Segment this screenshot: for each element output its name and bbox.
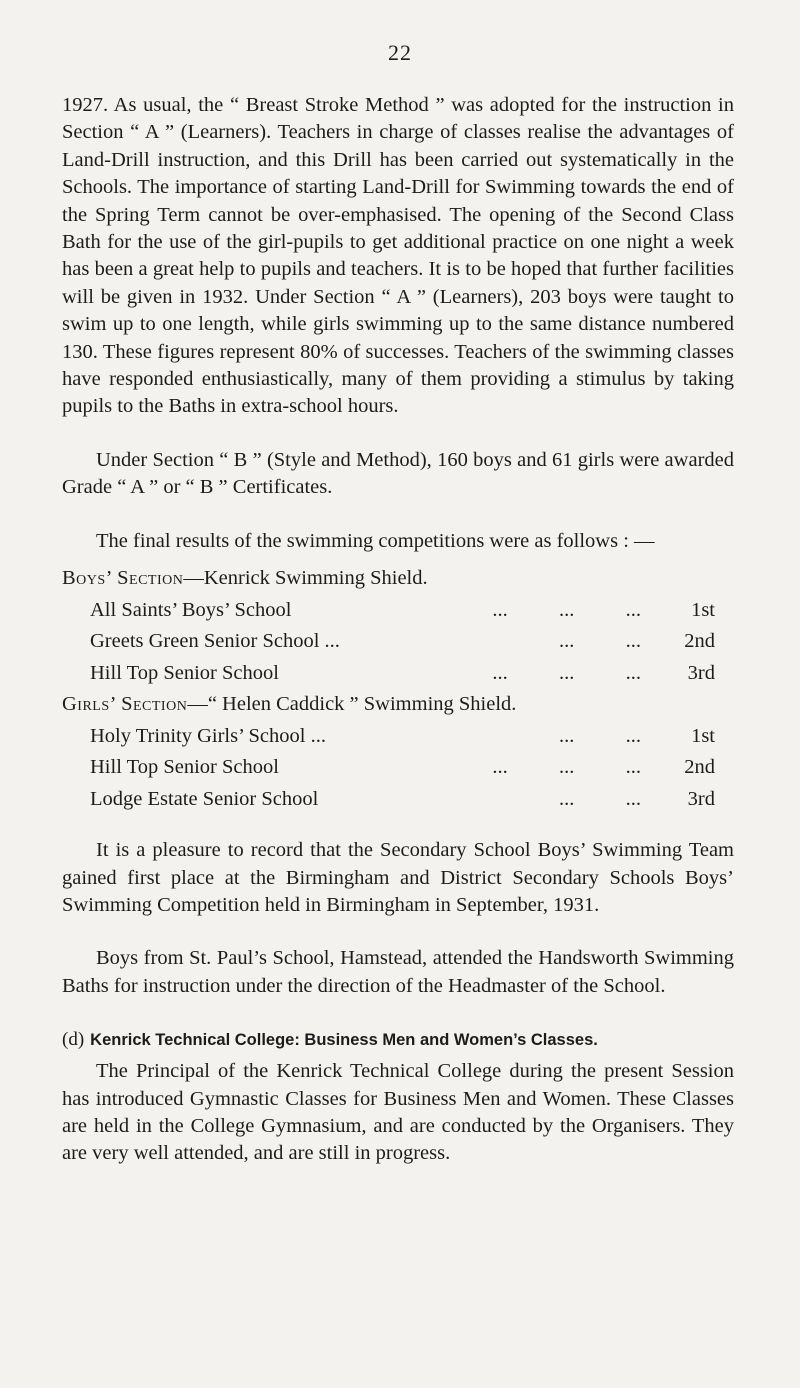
result-school: Lodge Estate Senior School bbox=[90, 787, 319, 810]
result-place: 2nd bbox=[684, 756, 715, 779]
subsection-number: (d) bbox=[62, 1029, 85, 1051]
paragraph-breast-stroke: 1927. As usual, the “ Breast Stroke Method ” was adopted for the instruction in Section “ A ” (Learners). Teachers in charge of classes realise the advantages of Land-Drill instruction, and this Drill has been carried out systematically in the Schools. The importance of starting Land-Drill for Swimming towards the end of the Spring Term cannot be over-emphasised. The opening of the Second Class Bath for the use of the girl-pupils to get additional practice on one night a week has been a great help to pupils and teachers. It is to be hoped that further facilities will be given in 1932. Under Section “ A ” (Learners), 203 boys were taught to swim up to one length, while girls swimming up to the same distance numbered 130. These figures represent 80% of successes. Teachers of the swimming classes have responded enthusiastically, many of them providing a stimulus by taking pupils to the Baths in extra-school hours. bbox=[62, 94, 734, 418]
girls-section-title: —“ Helen Caddick ” Swimming Shield. bbox=[187, 693, 517, 716]
girls-section-label: Girls’ Section bbox=[62, 693, 188, 716]
paragraph-st-pauls: Boys from St. Paul’s School, Hamstead, attended the Handsworth Swimming Baths for instruction under the direction of the Headmaster of the School. bbox=[62, 947, 734, 997]
subsection-title: Kenrick Technical College: Business Men and Women’s Classes. bbox=[90, 1031, 598, 1050]
girls-section-heading bbox=[62, 689, 734, 721]
boys-section-title: —Kenrick Swimming Shield. bbox=[183, 567, 428, 590]
result-school: Hill Top Senior School bbox=[90, 661, 279, 684]
result-row bbox=[90, 752, 715, 784]
result-place: 1st bbox=[691, 724, 715, 747]
result-school: All Saints’ Boys’ School bbox=[90, 598, 292, 621]
result-dots: ... ... ... bbox=[492, 598, 641, 621]
result-dots: ... ... bbox=[559, 724, 641, 747]
result-school: Holy Trinity Girls’ School ... bbox=[90, 724, 326, 747]
result-row bbox=[90, 784, 715, 816]
paragraph-section-b: Under Section “ B ” (Style and Method), 160 boys and 61 girls were awarded Grade “ A ” or “ B ” Certificates. bbox=[62, 448, 734, 499]
paragraph-secondary-school-team: It is a pleasure to record that the Secondary School Boys’ Swimming Team gained first place at the Birmingham and District Secondary Schools Boys’ Swimming Competition held in Birmingham in September, 1931. bbox=[62, 839, 734, 916]
boys-section-results bbox=[62, 563, 734, 689]
result-place: 3rd bbox=[687, 787, 715, 810]
result-place: 3rd bbox=[687, 661, 715, 684]
result-dots: ... ... ... bbox=[492, 756, 641, 779]
girls-section-results bbox=[62, 689, 734, 815]
paragraph-gymnastic-classes: The Principal of the Kenrick Technical College during the present Session has introduced Gymnastic Classes for Business Men and Women. These Classes are held in the College Gymnasium, and are conducted by the Organisers. They are very well attended, and are still in progress. bbox=[62, 1060, 734, 1165]
result-place: 2nd bbox=[684, 630, 715, 653]
boys-section-label: Boys’ Section bbox=[62, 567, 184, 590]
result-dots: ... ... bbox=[559, 787, 641, 810]
result-dots: ... ... bbox=[559, 630, 641, 653]
result-school: Greets Green Senior School ... bbox=[90, 630, 340, 653]
page-number: 22 bbox=[388, 40, 412, 65]
document-body bbox=[62, 92, 734, 1194]
result-row bbox=[90, 721, 715, 753]
subsection-heading bbox=[62, 1026, 734, 1054]
result-school: Hill Top Senior School bbox=[90, 756, 279, 779]
paragraph-final-results-intro: The final results of the swimming competitions were as follows : — bbox=[96, 529, 655, 552]
result-dots: ... ... ... bbox=[492, 661, 641, 684]
result-row bbox=[90, 595, 715, 627]
result-row bbox=[90, 626, 715, 658]
boys-section-heading bbox=[62, 563, 734, 595]
result-row bbox=[90, 658, 715, 690]
result-place: 1st bbox=[691, 598, 715, 621]
